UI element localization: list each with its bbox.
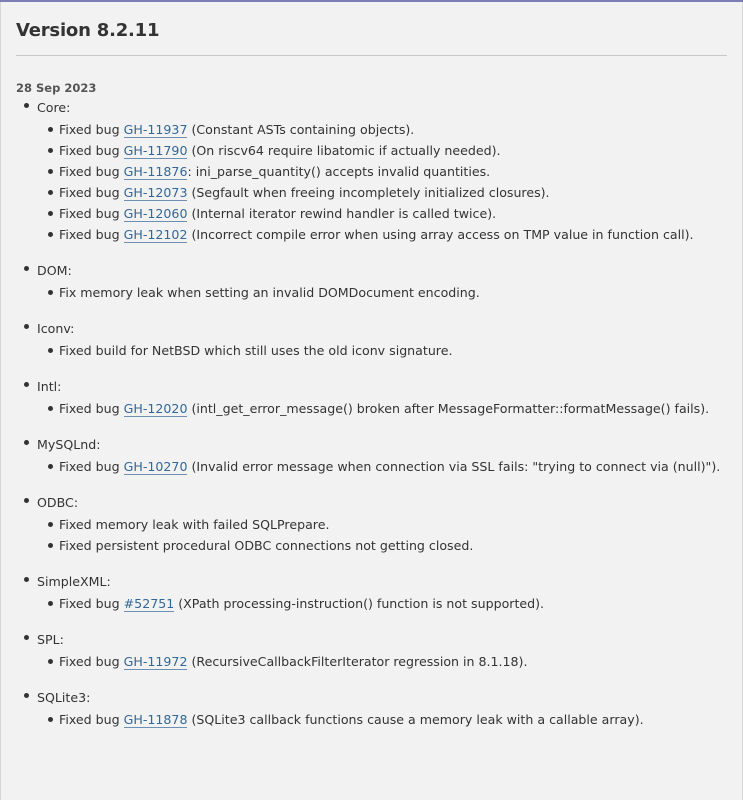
changelog-entry — [37, 514, 743, 535]
section-entries — [37, 651, 743, 672]
bug-link[interactable]: GH-12073 — [123, 185, 188, 200]
entry-text: Fixed bug — [59, 596, 124, 611]
section-name: Intl: — [37, 379, 62, 394]
bullet-icon — [48, 127, 53, 132]
changelog-page — [0, 2, 743, 800]
entry-text: Fixed bug — [59, 164, 124, 179]
bug-link[interactable]: GH-10270 — [123, 459, 188, 474]
entry-text: Fixed bug — [59, 143, 124, 158]
bullet-icon — [48, 232, 53, 237]
bug-link[interactable]: GH-12102 — [123, 227, 188, 242]
entry-description: : ini_parse_quantity() accepts invalid quantities. — [187, 164, 491, 179]
changelog-section — [1, 629, 743, 672]
bullet-icon — [24, 103, 29, 108]
section-entries — [37, 514, 743, 556]
section-entries — [37, 398, 743, 419]
title-divider — [16, 55, 727, 56]
entry-text: Fixed bug — [59, 654, 124, 669]
changelog-entry — [37, 456, 743, 477]
changelog-section — [1, 318, 743, 361]
bullet-icon — [24, 577, 29, 582]
bullet-icon — [48, 348, 53, 353]
changelog-entry — [37, 651, 743, 672]
section-entries — [37, 282, 743, 303]
section-name: SQLite3: — [37, 690, 91, 705]
changelog-entry — [37, 140, 743, 161]
changelog-entry — [37, 340, 743, 361]
section-entries — [37, 119, 743, 245]
version-title: Version 8.2.11 — [16, 20, 160, 41]
bullet-icon — [48, 148, 53, 153]
bullet-icon — [48, 659, 53, 664]
section-entries — [37, 709, 743, 730]
entry-description: (Constant ASTs containing objects). — [187, 122, 415, 137]
entry-text: Fixed bug — [59, 185, 124, 200]
release-date: 28 Sep 2023 — [16, 81, 97, 95]
bullet-icon — [24, 635, 29, 640]
changelog-sections — [1, 97, 743, 745]
changelog-entry — [37, 398, 743, 419]
changelog-entry — [37, 709, 743, 730]
bug-link[interactable]: GH-11937 — [123, 122, 188, 137]
changelog-section — [1, 434, 743, 477]
bullet-icon — [24, 266, 29, 271]
section-name: Iconv: — [37, 321, 75, 336]
bullet-icon — [48, 464, 53, 469]
changelog-entry — [37, 119, 743, 140]
bullet-icon — [24, 440, 29, 445]
entry-text: Fixed bug — [59, 122, 124, 137]
entry-description: (Invalid error message when connection via SSL fails: "trying to connect via (null)"). — [187, 459, 721, 474]
entry-text: Fixed bug — [59, 712, 124, 727]
bullet-icon — [48, 211, 53, 216]
bullet-icon — [24, 498, 29, 503]
changelog-entry — [37, 161, 743, 182]
bullet-icon — [24, 693, 29, 698]
bug-link[interactable]: GH-12020 — [123, 401, 188, 416]
changelog-entry — [37, 593, 743, 614]
entry-text: Fixed persistent procedural ODBC connections not getting closed. — [59, 538, 474, 553]
section-name: Core: — [37, 100, 71, 115]
bullet-icon — [48, 290, 53, 295]
changelog-entry — [37, 282, 743, 303]
section-name: ODBC: — [37, 495, 79, 510]
changelog-section — [1, 97, 743, 245]
changelog-entry — [37, 224, 743, 245]
changelog-section — [1, 687, 743, 730]
entry-description: (Internal iterator rewind handler is called twice). — [187, 206, 497, 221]
entry-text: Fixed bug — [59, 459, 124, 474]
section-name: SimpleXML: — [37, 574, 111, 589]
section-entries — [37, 340, 743, 361]
entry-text: Fixed bug — [59, 227, 124, 242]
bullet-icon — [24, 382, 29, 387]
section-name: DOM: — [37, 263, 72, 278]
entry-text: Fix memory leak when setting an invalid DOMDocument encoding. — [59, 285, 480, 300]
bullet-icon — [24, 324, 29, 329]
entry-description: (RecursiveCallbackFilterIterator regression in 8.1.18). — [187, 654, 528, 669]
entry-text: Fixed build for NetBSD which still uses the old iconv signature. — [59, 343, 453, 358]
bug-link[interactable]: GH-11972 — [123, 654, 188, 669]
entry-text: Fixed memory leak with failed SQLPrepare. — [59, 517, 330, 532]
bullet-icon — [48, 601, 53, 606]
section-name: SPL: — [37, 632, 64, 647]
changelog-entry — [37, 182, 743, 203]
section-entries — [37, 593, 743, 614]
bug-link[interactable]: GH-12060 — [123, 206, 188, 221]
section-entries — [37, 456, 743, 477]
bullet-icon — [48, 406, 53, 411]
bullet-icon — [48, 190, 53, 195]
changelog-section — [1, 492, 743, 556]
section-name: MySQLnd: — [37, 437, 101, 452]
changelog-entry — [37, 203, 743, 224]
bullet-icon — [48, 169, 53, 174]
bug-link[interactable]: GH-11790 — [123, 143, 188, 158]
entry-text: Fixed bug — [59, 206, 124, 221]
bullet-icon — [48, 543, 53, 548]
bug-link[interactable]: #52751 — [123, 596, 175, 611]
changelog-section — [1, 571, 743, 614]
entry-description: (SQLite3 callback functions cause a memory leak with a callable array). — [187, 712, 644, 727]
entry-text: Fixed bug — [59, 401, 124, 416]
changelog-section — [1, 376, 743, 419]
changelog-section — [1, 260, 743, 303]
entry-description: (On riscv64 require libatomic if actually needed). — [187, 143, 501, 158]
entry-description: (Segfault when freeing incompletely initialized closures). — [187, 185, 550, 200]
bug-link[interactable]: GH-11878 — [123, 712, 188, 727]
bug-link[interactable]: GH-11876 — [123, 164, 188, 179]
entry-description: (XPath processing-instruction() function is not supported). — [174, 596, 545, 611]
entry-description: (intl_get_error_message() broken after MessageFormatter::formatMessage() fails). — [187, 401, 710, 416]
bullet-icon — [48, 717, 53, 722]
bullet-icon — [48, 522, 53, 527]
entry-description: (Incorrect compile error when using array access on TMP value in function call). — [187, 227, 694, 242]
changelog-entry — [37, 535, 743, 556]
